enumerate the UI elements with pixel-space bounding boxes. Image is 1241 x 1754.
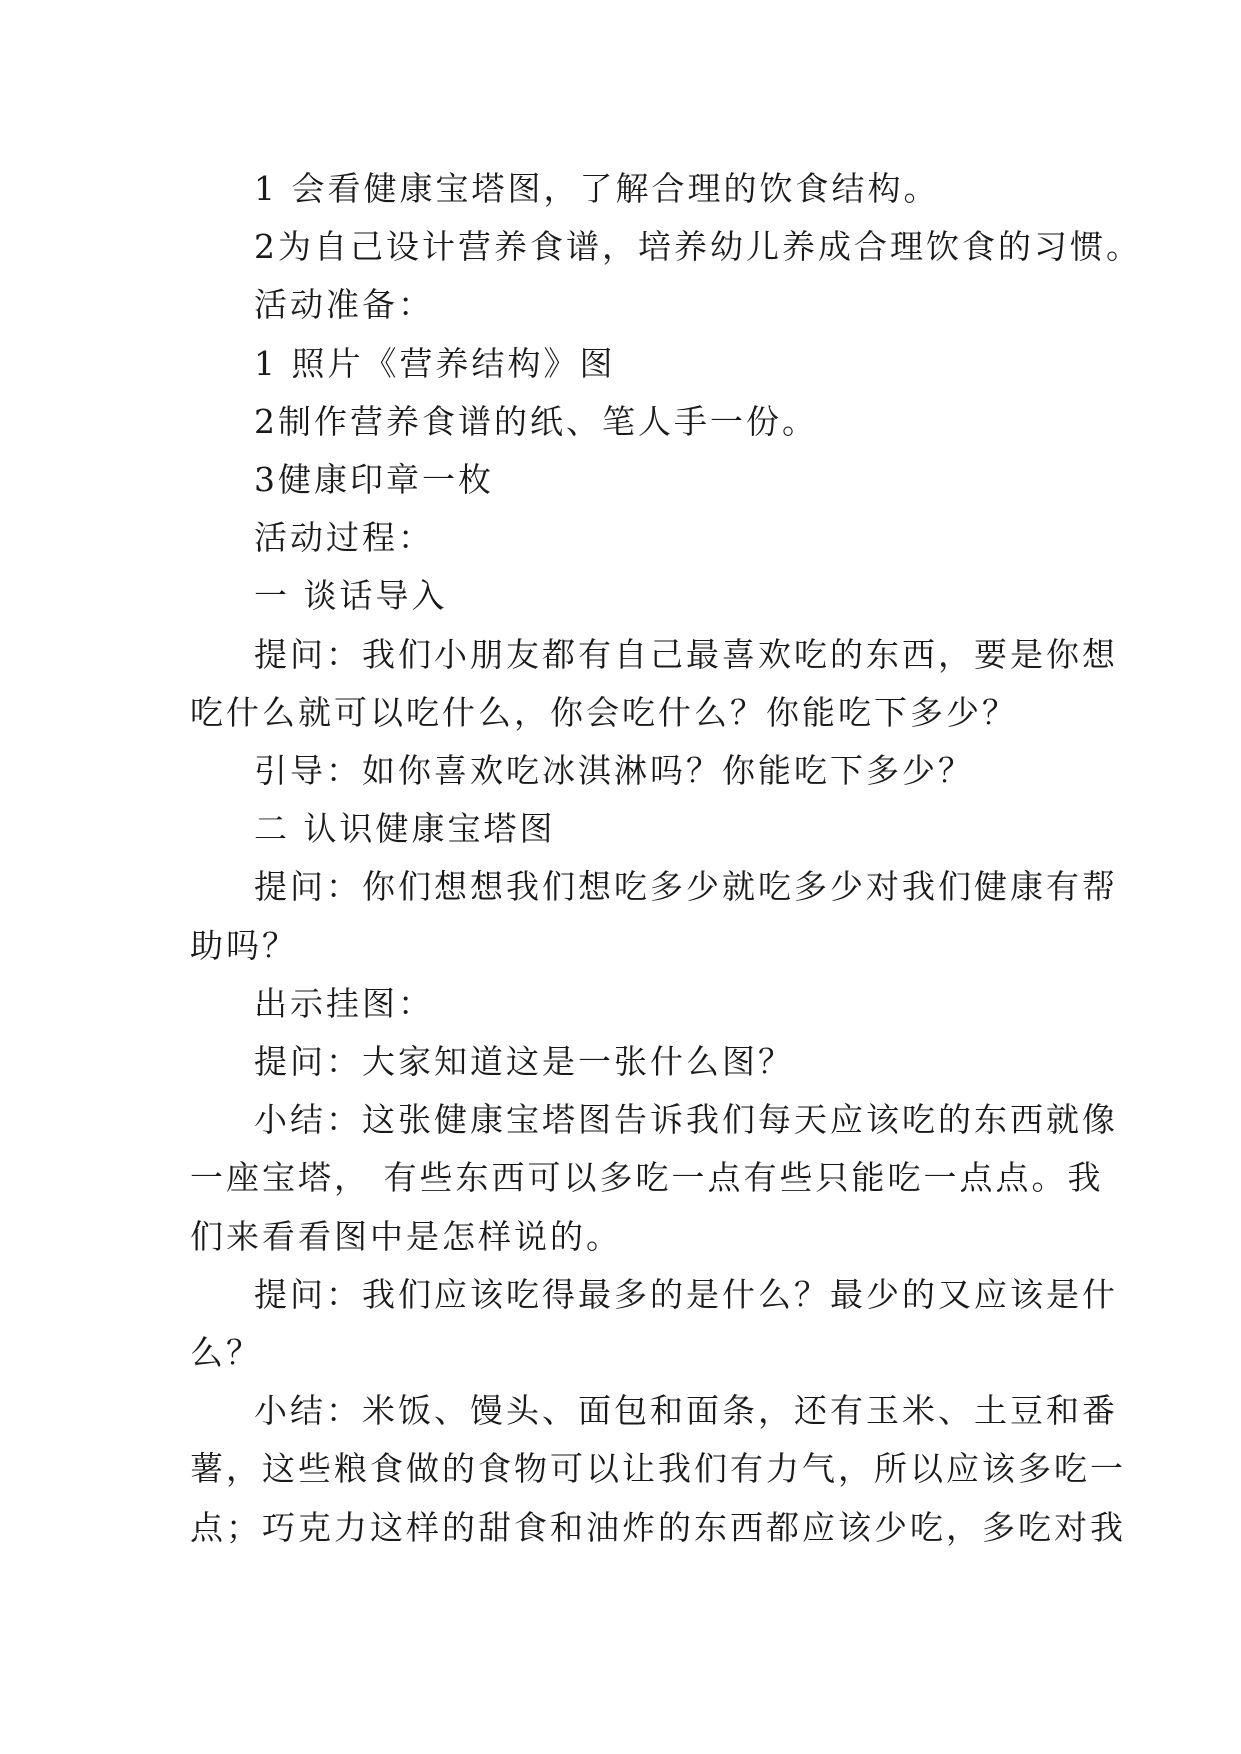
step-heading: 一 谈话导入 [254, 576, 448, 616]
text-line-7 [190, 509, 1070, 567]
text-line-content: 引导：如你喜欢吃冰淇淋吗？你能吃下多少？ [254, 751, 974, 791]
text-line-13 [190, 858, 1118, 916]
text-line-content: 提问：你们想想我们想吃多少就吃多少对我们健康有帮 [254, 867, 1118, 907]
text-line-1 [190, 160, 1070, 218]
text-line-content: 小结：米饭、馒头、面包和面条，还有玉米、土豆和番 [254, 1391, 1118, 1431]
text-line-8 [190, 567, 1070, 625]
text-line-content: 2为自己设计营养食谱，培养幼儿养成合理饮食的习惯。 [254, 227, 1142, 267]
text-line-content: 2制作营养食谱的纸、笔人手一份。 [254, 401, 818, 441]
text-line-content: 助吗？ [190, 925, 298, 965]
text-line-19 [190, 1208, 1070, 1266]
text-line-11 [190, 742, 1070, 800]
text-line-content: 出示挂图： [254, 983, 434, 1023]
step-heading: 二 认识健康宝塔图 [254, 809, 556, 849]
text-line-12 [190, 800, 1070, 858]
text-line-24 [190, 1499, 1126, 1557]
text-line-16 [190, 1033, 1070, 1091]
text-line-content: 1 照片《营养结构》图 [254, 343, 616, 383]
text-line-content: 1 会看健康宝塔图，了解合理的饮食结构。 [254, 169, 940, 208]
text-line-2 [190, 218, 1142, 276]
text-line-10 [190, 684, 1070, 742]
text-line-content: 提问：我们小朋友都有自己最喜欢吃的东西，要是你想 [254, 634, 1118, 674]
text-line-content: 3健康印章一枚 [254, 460, 494, 500]
text-line-content: 提问：我们应该吃得最多的是什么？最少的又应该是什 [254, 1274, 1118, 1314]
section-heading: 活动过程： [254, 518, 434, 558]
text-line-5 [190, 393, 1070, 451]
text-line-content: 吃什么就可以吃什么，你会吃什么？你能吃下多少？ [190, 692, 1018, 732]
text-line-15 [190, 975, 1070, 1033]
text-line-22 [190, 1382, 1118, 1440]
document-body [190, 160, 1142, 1557]
text-line-20 [190, 1266, 1118, 1324]
text-line-4 [190, 335, 1070, 393]
text-line-content: 么？ [190, 1333, 262, 1373]
section-heading: 活动准备： [254, 285, 434, 325]
text-line-9 [190, 626, 1118, 684]
text-line-content: 们来看看图中是怎样说的。 [190, 1216, 622, 1256]
text-line-content: 一座宝塔， 有些东西可以多吃一点有些只能吃一点点。我 [190, 1158, 1104, 1198]
text-line-3 [190, 276, 1070, 334]
text-line-content: 小结：这张健康宝塔图告诉我们每天应该吃的东西就像 [254, 1100, 1118, 1140]
text-line-6 [190, 451, 1070, 509]
text-line-17 [190, 1091, 1118, 1149]
text-line-content: 薯，这些粮食做的食物可以让我们有力气，所以应该多吃一 [190, 1449, 1126, 1489]
text-line-14 [190, 917, 1070, 975]
text-line-21 [190, 1324, 1070, 1382]
text-line-content: 点；巧克力这样的甜食和油炸的东西都应该少吃，多吃对我 [190, 1507, 1126, 1547]
text-line-18 [190, 1149, 1104, 1207]
text-line-23 [190, 1440, 1126, 1498]
text-line-content: 提问：大家知道这是一张什么图？ [254, 1042, 794, 1082]
